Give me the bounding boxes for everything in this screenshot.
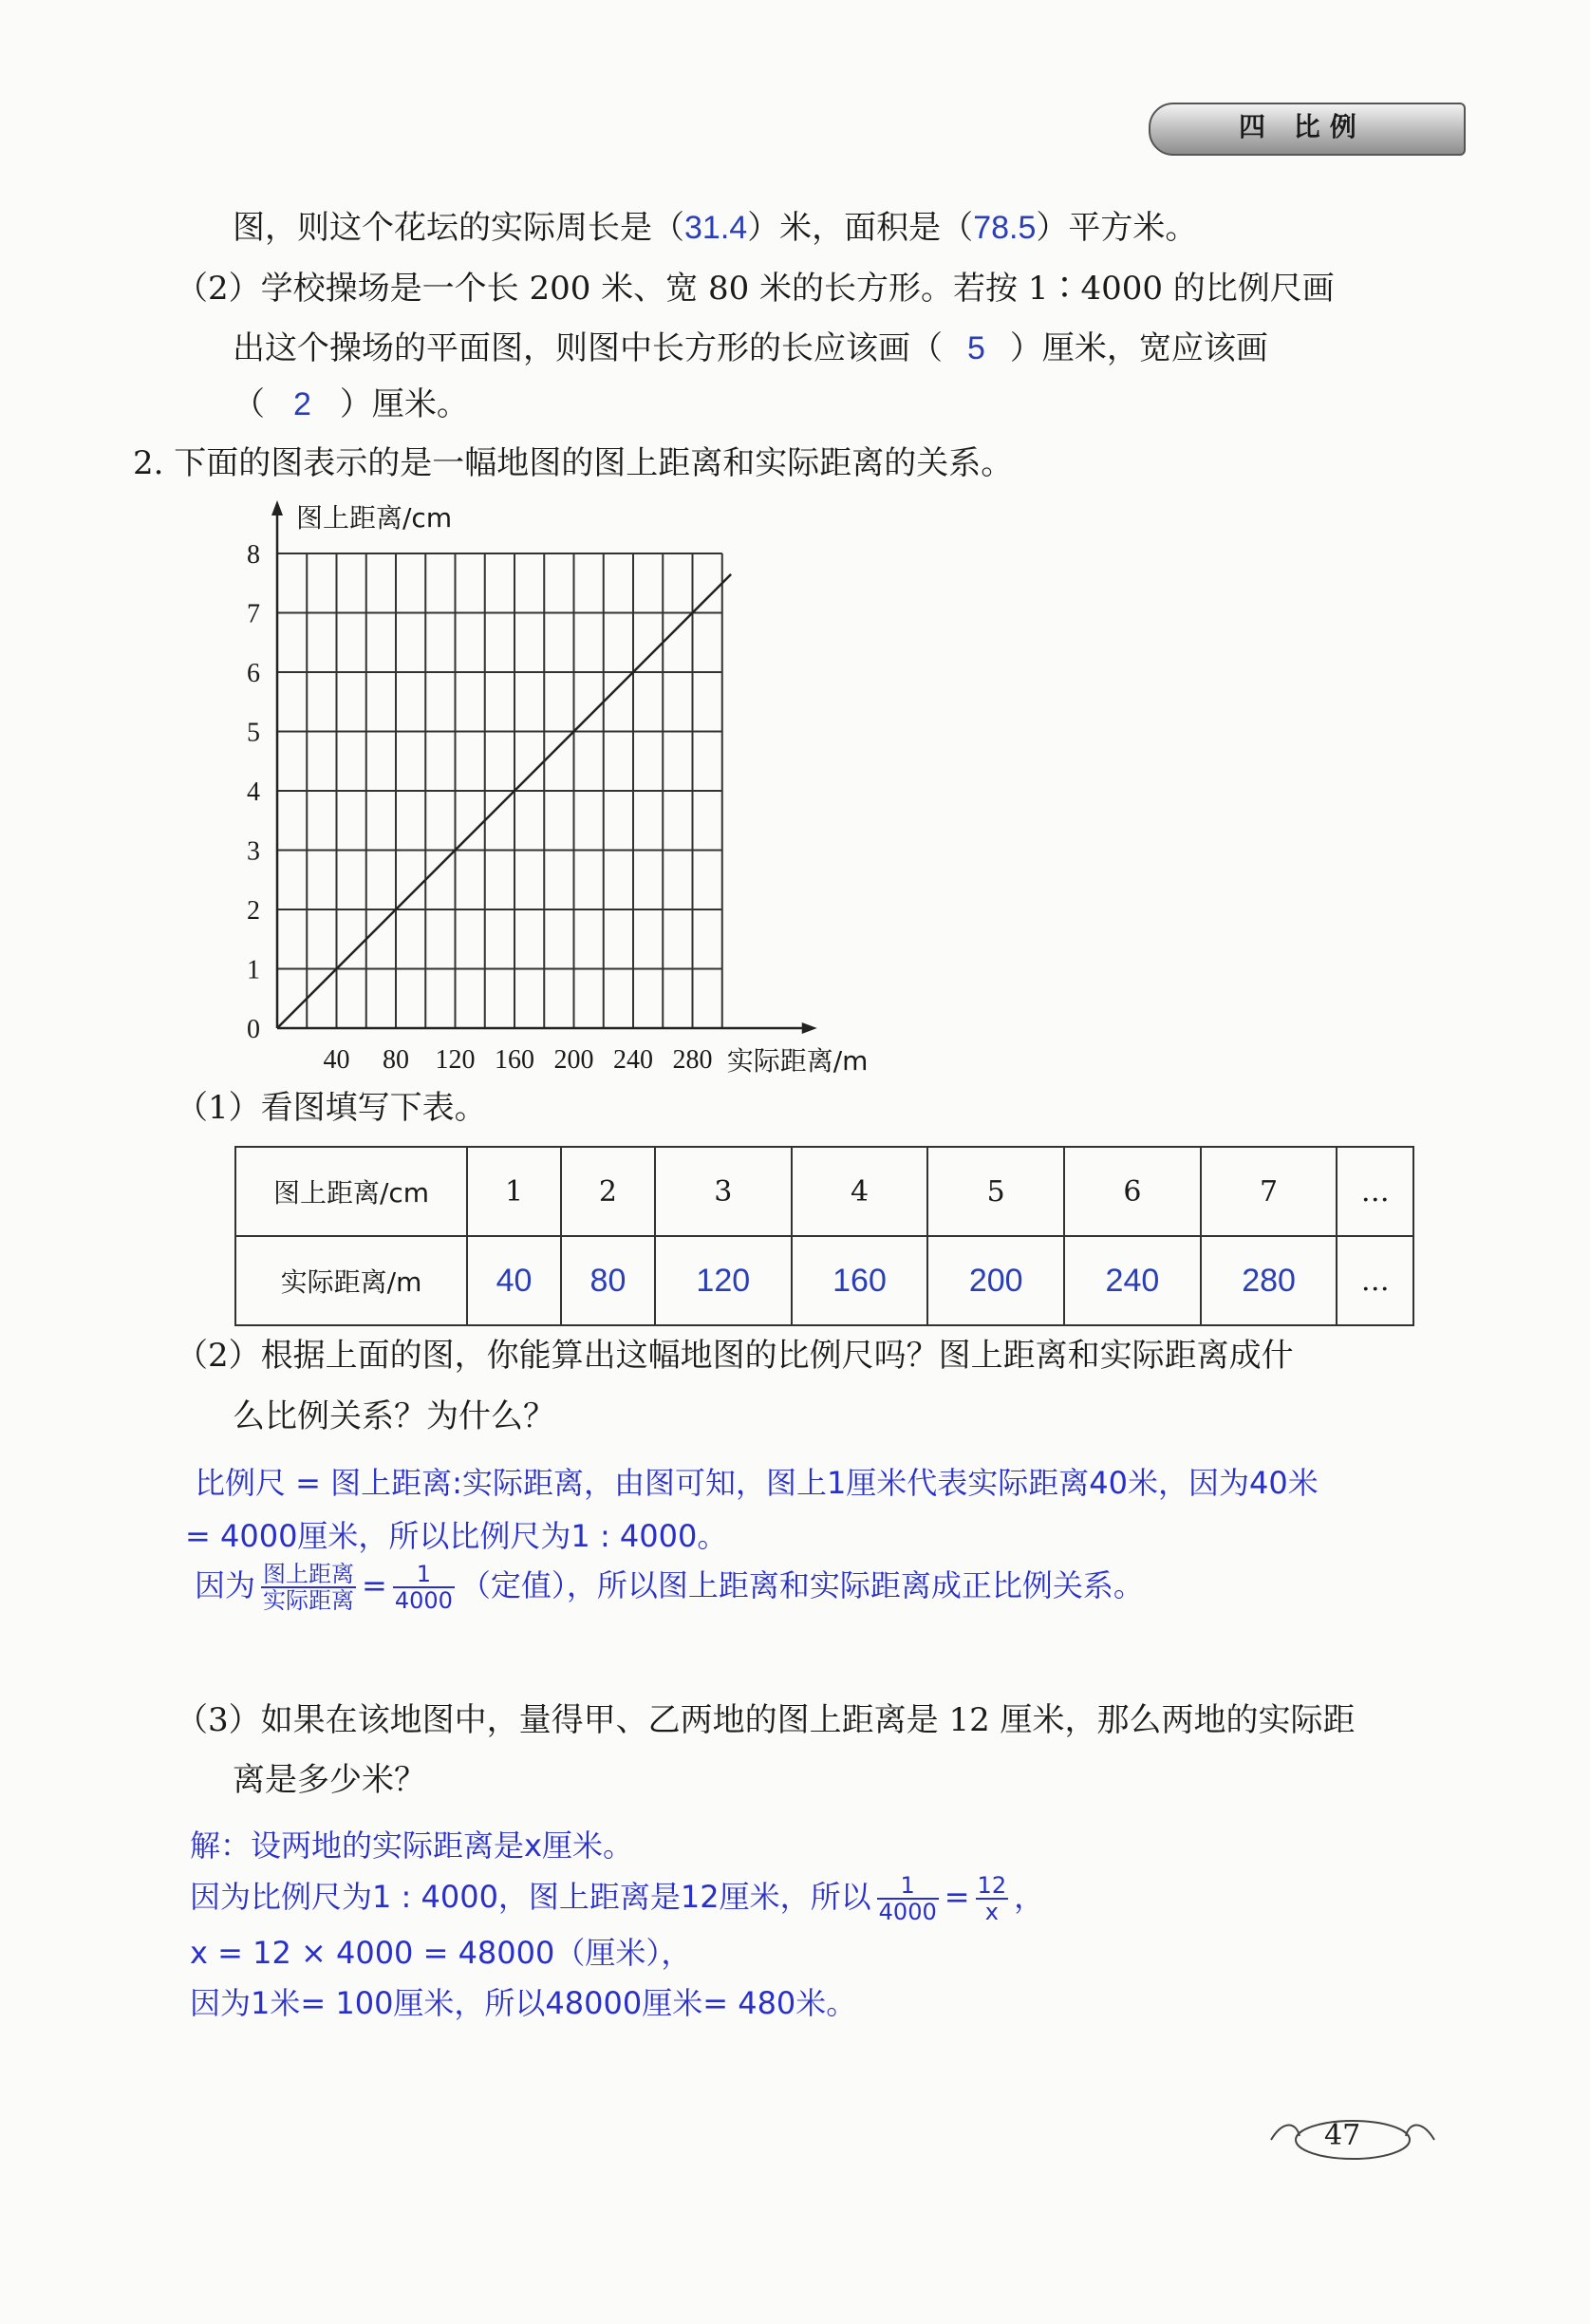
fraction-numerator: 12 (977, 1872, 1007, 1899)
answer3-line3: x = 12 × 4000 = 48000（厘米）， (190, 1935, 692, 1971)
answer2-line2: = 4000厘米，所以比例尺为1 : 4000。 (185, 1518, 728, 1554)
table-cell: 6 (1064, 1147, 1201, 1236)
q2-sub3-line2: 离是多少米？ (233, 1761, 426, 1799)
q2-sub3-line1: （3）如果在该地图中，量得甲、乙两地的图上距离是 12 厘米，那么两地的实际距 (176, 1701, 1356, 1739)
answer2-line3 (195, 1557, 1144, 1614)
table-cell: … (1337, 1236, 1413, 1325)
q1-2-line1: （2）学校操场是一个长 200 米、宽 80 米的长方形。若按 1∶4000 的比例尺画 (176, 270, 1335, 308)
q1-2-text-c: （ (233, 385, 265, 423)
q1-line1 (233, 207, 1197, 249)
answer3-text-a: 因为比例尺为1 : 4000，图上距离是12厘米，所以 (190, 1879, 871, 1915)
fraction-distance (261, 1562, 356, 1613)
table-answer-cell: 160 (792, 1236, 928, 1325)
table-row-real (235, 1236, 1413, 1325)
q1-2-text-d: ）厘米。 (339, 385, 469, 423)
y-tick-label: 1 (247, 955, 260, 985)
table-row-label: 图上距离/cm (235, 1147, 467, 1236)
y-tick-label: 3 (247, 836, 260, 867)
x-tick-label: 40 (323, 1045, 350, 1075)
answer2-text-a: 因为 (195, 1567, 256, 1603)
x-axis-arrow (802, 1022, 817, 1034)
x-tick-label: 240 (613, 1045, 653, 1075)
y-axis-arrow (271, 500, 283, 515)
y-tick-label: 0 (247, 1015, 260, 1044)
y-tick-label: 5 (247, 718, 260, 748)
q2-sub2-line2: 么比例关系？为什么？ (233, 1397, 555, 1435)
fraction-denominator: 4000 (878, 1899, 937, 1925)
q1-2-line3 (233, 384, 469, 425)
y-tick-label: 4 (247, 778, 260, 807)
table-answer-cell: 200 (927, 1236, 1064, 1325)
answer3-text-b: ， (1014, 1879, 1045, 1915)
q1-text-a: 图，则这个花坛的实际周长是（ (233, 209, 684, 247)
q1-2-line2 (233, 328, 1268, 369)
q2-sub1: （1）看图填写下表。 (176, 1089, 487, 1127)
x-tick-label: 200 (553, 1045, 594, 1075)
page-number: 47 (1324, 2119, 1361, 2152)
x-tick-label: 280 (672, 1045, 713, 1075)
x-tick-label: 120 (435, 1045, 476, 1075)
y-tick-label: 7 (247, 599, 260, 629)
table-cell: 7 (1201, 1147, 1337, 1236)
q1-2-text-b: ）厘米，宽应该画 (1009, 329, 1268, 367)
fraction-denominator: 4000 (394, 1587, 453, 1614)
answer3-line1: 解：设两地的实际距离是x厘米。 (190, 1827, 633, 1864)
y-axis-label: 图上距离/cm (296, 502, 453, 534)
answer2-line1: 比例尺 = 图上距离:实际距离，由图可知，图上1厘米代表实际距离40米，因为40米 (195, 1465, 1319, 1501)
fill-table (234, 1146, 1414, 1326)
answer3-line2 (190, 1868, 1044, 1925)
q1-text-b: ）米，面积是（ (747, 209, 974, 247)
answer-length-cm: 5 (967, 330, 985, 366)
table-row-map (235, 1147, 1413, 1236)
table-answer-cell: 280 (1201, 1236, 1337, 1325)
answer3-line4: 因为1米= 100厘米，所以48000厘米= 480米。 (190, 1985, 857, 2021)
y-tick-label: 2 (247, 896, 260, 926)
table-answer-cell: 240 (1064, 1236, 1201, 1325)
q2-sub2-line1: （2）根据上面的图，你能算出这幅地图的比例尺吗？图上距离和实际距离成什 (176, 1337, 1294, 1375)
fraction-numerator: 1 (393, 1562, 455, 1588)
table-cell: 3 (655, 1147, 792, 1236)
x-tick-label: 160 (495, 1045, 534, 1075)
table-cell: 4 (792, 1147, 928, 1236)
x-tick-label: 80 (383, 1045, 409, 1075)
fraction-denominator: 实际距离 (263, 1587, 355, 1614)
answer-width-cm: 2 (293, 386, 311, 422)
table-answer-cell: 40 (467, 1236, 561, 1325)
y-tick-label: 8 (247, 540, 260, 570)
fraction-scale (393, 1562, 455, 1613)
table-row-label: 实际距离/m (235, 1236, 467, 1325)
fraction-scale (877, 1873, 939, 1924)
chapter-title: 四 比例 (1239, 111, 1366, 142)
answer2-text-b: （定值），所以图上距离和实际距离成正比例关系。 (459, 1567, 1144, 1603)
equals-sign: = (362, 1567, 387, 1603)
y-tick-label: 6 (247, 659, 260, 688)
fraction-numerator: 图上距离 (263, 1561, 355, 1587)
answer-area: 78.5 (973, 210, 1037, 246)
relation-chart (218, 494, 1357, 1082)
equals-sign: = (944, 1879, 970, 1915)
x-axis-label: 实际距离/m (726, 1045, 869, 1077)
table-cell: 2 (561, 1147, 655, 1236)
table-cell: 5 (927, 1147, 1064, 1236)
table-cell: 1 (467, 1147, 561, 1236)
q1-2-text-a: 出这个操场的平面图，则图中长方形的长应该画（ (233, 329, 943, 367)
fraction-unknown (976, 1873, 1009, 1924)
fraction-denominator: x (984, 1899, 999, 1925)
q1-text-c: ）平方米。 (1036, 209, 1198, 247)
table-answer-cell: 80 (561, 1236, 655, 1325)
fraction-numerator: 1 (877, 1873, 939, 1900)
table-answer-cell: 120 (655, 1236, 792, 1325)
q2-title: 2. 下面的图表示的是一幅地图的图上距离和实际距离的关系。 (133, 444, 1014, 482)
answer-perimeter: 31.4 (684, 210, 748, 246)
table-cell: … (1337, 1147, 1413, 1236)
